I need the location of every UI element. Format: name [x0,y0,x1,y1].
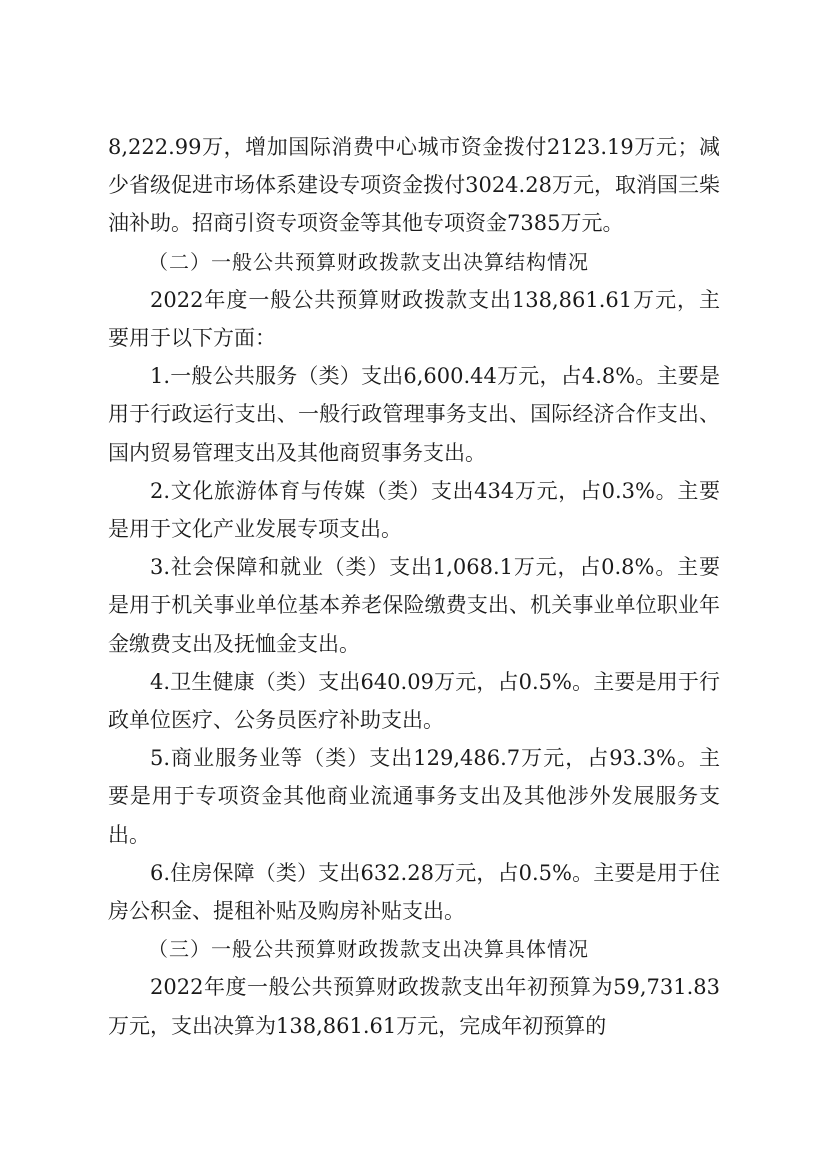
paragraph-item-general-public-services: 1.一般公共服务（类）支出6,600.44万元，占4.8%。主要是用于行政运行支出、一般行政管理事务支出、国际经济合作支出、国内贸易管理支出及其他商贸事务支出。 [108,364,720,465]
paragraph-budget-completion: 2022年度一般公共预算财政拨款支出年初预算为59,731.83万元，支出决算为138,861.61万元，完成年初预算的 [108,975,720,1038]
section-heading-details: （三）一般公共预算财政拨款支出决算具体情况 [148,937,589,962]
paragraph-item-culture-tourism: 2.文化旅游体育与传媒（类）支出434万元，占0.3%。主要是用于文化产业发展专项支出。 [108,478,720,542]
document-page [108,128,720,1045]
paragraph-item-commercial-services: 5.商业服务业等（类）支出129,486.7万元，占93.3%。主要是用于专项资金其他商业流通事务支出及其他涉外发展服务支出。 [108,746,720,847]
section-heading-structure: （二）一般公共预算财政拨款支出决算结构情况 [148,249,589,274]
paragraph-item-housing: 6.住房保障（类）支出632.28万元，占0.5%。主要是用于住房公积金、提租补贴及购房补贴支出。 [108,860,720,924]
continuation-paragraph: 8,222.99万，增加国际消费中心城市资金拨付2123.19万元；减少省级促进市场体系建设专项资金拨付3024.28万元，取消国三柴油补助。招商引资专项资金等其他专项资金7385万元。 [108,135,720,236]
paragraph-item-health: 4.卫生健康（类）支出640.09万元，占0.5%。主要是用于行政单位医疗、公务员医疗补助支出。 [108,669,720,733]
paragraph-item-social-security: 3.社会保障和就业（类）支出1,068.1万元，占0.8%。主要是用于机关事业单位基本养老保险缴费支出、机关事业单位职业年金缴费支出及抚恤金支出。 [108,555,720,656]
paragraph-total-expenditure: 2022年度一般公共预算财政拨款支出138,861.61万元，主要用于以下方面： [108,287,720,351]
